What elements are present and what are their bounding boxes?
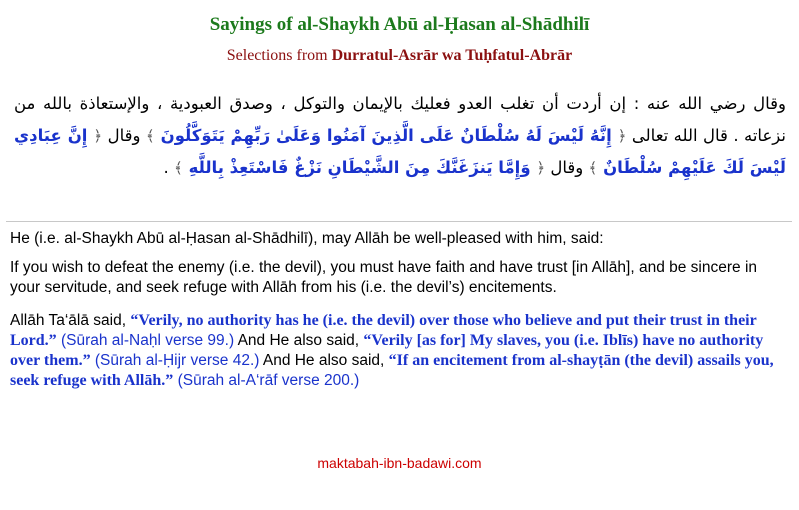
p3-connector-1: And He also said, <box>234 332 364 349</box>
verse-2-reference: (Sūrah al-Ḥijr verse 42.) <box>90 352 260 369</box>
arabic-verse-2-text: إِنَّ عِبَادِي لَيْسَ لَكَ عَلَيْهِمْ سُلْطَانٌ <box>14 126 786 177</box>
arabic-intro: وقال رضي الله عنه : إن أردت أن تغلب العدو فعليك بالإيمان والتوكل ، وصدق العبودية ، والإستعاذة بالله من نزعاته . قال الله تعالى <box>14 94 786 145</box>
book-title: Durratul-Asrār wa Tuḥfatul-Abrār <box>331 47 573 64</box>
arabic-verse-3 <box>174 158 545 177</box>
page-subtitle <box>0 47 799 65</box>
site-link[interactable]: maktabah-ibn-badawi.com <box>317 455 482 471</box>
subtitle-prefix: Selections from <box>226 47 332 64</box>
p3-lead: Allāh Ta‘ālā said, <box>10 312 131 329</box>
verse-3-reference: (Sūrah al-A‘rāf verse 200.) <box>173 372 360 389</box>
verse-bracket-open: ﴿ <box>536 159 546 177</box>
english-paragraph-1: He (i.e. al-Shaykh Abū al-Ḥasan al-Shādhilī), may Allāh be well-pleased with him, said: <box>10 230 604 247</box>
arabic-text-block <box>14 88 786 184</box>
divider <box>6 221 792 222</box>
arabic-verse-1 <box>146 126 627 145</box>
verse-bracket-open: ﴿ <box>617 127 627 145</box>
arabic-verse-3-text: وَإِمَّا يَنزَغَنَّكَ مِنَ الشَّيْطَانِ نَزْغٌ فَاسْتَعِذْ بِاللَّهِ <box>188 158 531 177</box>
verse-bracket-close: ﴾ <box>174 159 183 177</box>
verse-bracket-close: ﴾ <box>588 159 598 177</box>
english-verse-2: “Verily [as for] My slaves, you (i.e. Iblīs) have no authority over them.” <box>10 332 764 369</box>
verse-1-reference: (Sūrah al-Naḥl verse 99.) <box>56 332 235 349</box>
arabic-end: . <box>163 158 169 177</box>
english-verse-1: “Verily, no authority has he (i.e. the devil) over those who believe and put their trust in their Lord.” <box>10 312 757 349</box>
verse-bracket-open: ﴿ <box>93 127 103 145</box>
arabic-verse-1-text: إِنَّهُ لَيْسَ لَهُ سُلْطَانٌ عَلَى الَّذِينَ آمَنُوا وَعَلَىٰ رَبِّهِمْ يَتَوَكَّلُونَ <box>160 126 612 145</box>
verse-bracket-close: ﴾ <box>145 127 155 145</box>
english-paragraph-2: If you wish to defeat the enemy (i.e. the devil), you must have faith and have trust [in Allāh], and be sincere in your servitude, and seek refuge with Allāh from his (i.e. the devil’s) encitements. <box>10 259 758 296</box>
arabic-connector-2: وقال <box>550 158 584 177</box>
english-verse-3: “If an encitement from al-shayṭān (the devil) assails you, seek refuge with Allāh.” <box>10 352 774 389</box>
english-paragraph-3 <box>10 311 785 391</box>
arabic-connector-1: وقال <box>107 126 141 145</box>
p3-connector-2: And He also said, <box>259 352 389 369</box>
page-title: Sayings of al-Shaykh Abū al-Ḥasan al-Shādhilī <box>209 14 590 35</box>
